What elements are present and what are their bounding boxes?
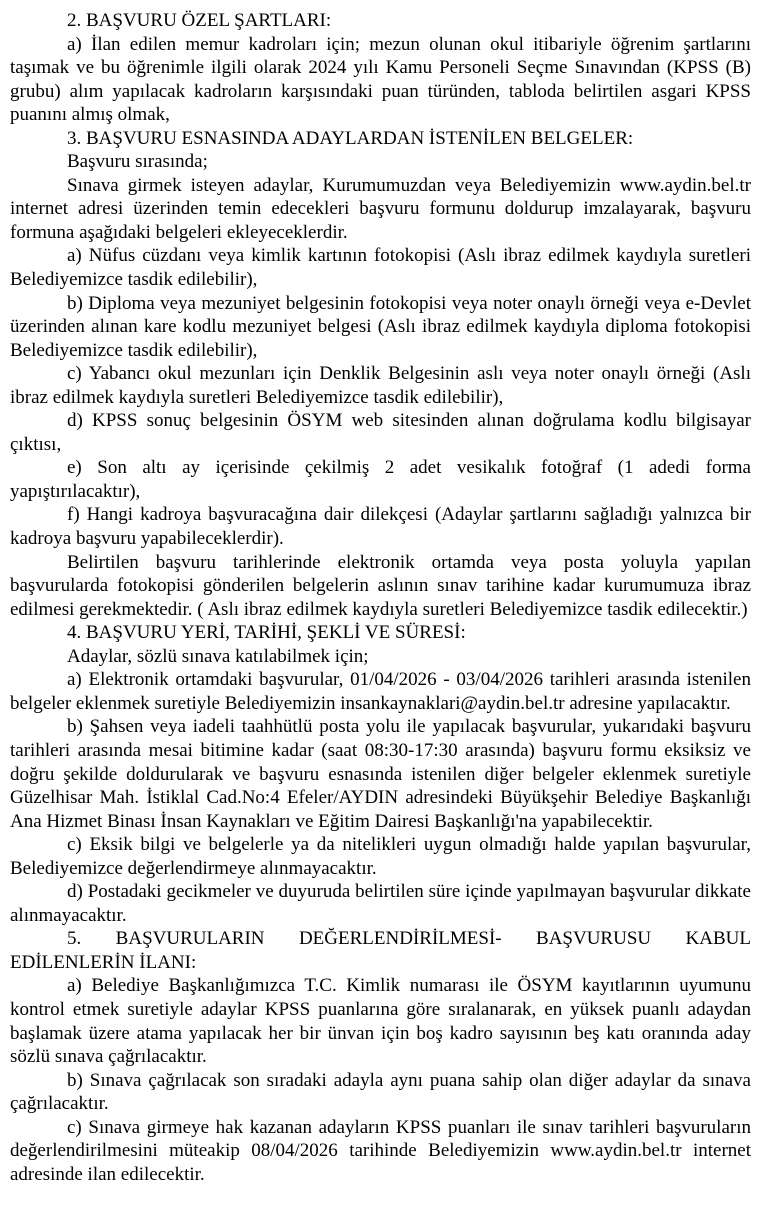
section-heading-istenilen-belgeler: 3. BAŞVURU ESNASINDA ADAYLARDAN İSTENİLEN BELGELER:	[67, 127, 634, 149]
section-heading-basvuru-ozel-sartlari: 2. BAŞVURU ÖZEL ŞARTLARI:	[67, 10, 332, 31]
paragraph-belge-d-kpss-sonuc: d) KPSS sonuç belgesinin ÖSYM web sitesinden alınan doğrulama kodlu bilgisayar çıktısı,	[10, 410, 751, 455]
paragraph-yer-d-postadaki-gecikmeler: d) Postadaki gecikmeler ve duyuruda belirtilen süre içinde yapılmayan başvurular dikkate alınmayacaktır.	[10, 881, 751, 926]
paragraph-adaylar-sozlu-sinav: Adaylar, sözlü sınava katılabilmek için;	[67, 645, 369, 667]
paragraph-degerlendirme-c-ilan: c) Sınava girmeye hak kazanan adayların KPSS puanları ile sınav tarihleri başvuruların değerlendirilmesini müteakip 08/04/2026 tarihinde Belediyemizin www.aydin.bel.tr internet adresinde ilan edilecektir.	[10, 1116, 751, 1185]
paragraph-belge-b-diploma: b) Diploma veya mezuniyet belgesinin fotokopisi veya noter onaylı örneği veya e-Devlet üzerinden alınan kare kodlu mezuniyet belgesi (Aslı ibraz edilmek kaydıyla diploma fotokopisi Belediyemizce tasdik edilebilir),	[10, 292, 751, 361]
paragraph-belge-e-fotograf: e) Son altı ay içerisinde çekilmiş 2 adet vesikalık fotoğraf (1 adedi forma yapıştırılacaktır),	[10, 457, 751, 502]
paragraph-basvuru-sirasinda: Başvuru sırasında;	[67, 151, 208, 173]
paragraph-yer-b-sahsen-posta: b) Şahsen veya iadeli taahhütlü posta yolu ile yapılacak başvurular, yukarıdaki başvuru tarihleri arasında mesai bitimine kadar (saat 08:30-17:30 arasında) başvuru formu eksiksiz ve doğru şekilde doldurularak ve başvuru esnasında istenilen diğer belgeler eklenmek suretiyle Güzelhisar Mah. İstiklal Cad.No:4 Efeler/AYDIN adresindeki Büyükşehir Belediye Başkanlığı Ana Hizmet Binası İnsan Kaynakları ve Eğitim Dairesi Başkanlığı'na yapabilecektir.	[10, 716, 751, 832]
paragraph-yer-a-elektronik: a) Elektronik ortamdaki başvurular, 01/04/2026 - 03/04/2026 tarihleri arasında istenilen belgeler eklenmek suretiyle Belediyemizin insankaynaklari@aydin.bel.tr adresine yapılacaktır.	[10, 669, 751, 714]
paragraph-belge-a-nufus: a) Nüfus cüzdanı veya kimlik kartının fotokopisi (Aslı ibraz edilmek kaydıyla suretleri Belediyemizce tasdik edilebilir),	[10, 245, 751, 291]
paragraph-basvuru-formu-intro: Sınava girmek isteyen adaylar, Kurumumuzdan veya Belediyemizin www.aydin.bel.tr internet adresi üzerinden temin edecekleri başvuru formunu doldurup imzalayarak, başvuru formuna aşağıdaki belgeleri ekleyeceklerdir.	[10, 174, 751, 243]
section-heading-degerlendirilme-ilani: 5. BAŞVURULARIN DEĞERLENDİRİLMESİ- BAŞVURUSU KABUL EDİLENLERİN İLANI:	[10, 928, 751, 973]
paragraph-belge-f-dilekce: f) Hangi kadroya başvuracağına dair dilekçesi (Adaylar şartlarını sağladığı yalnızca bir kadroya başvuru yapabileceklerdir).	[10, 504, 751, 550]
paragraph-belge-c-denklik: c) Yabancı okul mezunları için Denklik Belgesinin aslı veya noter onaylı örneği (Aslı ibraz edilmek kaydıyla suretleri Belediyemizce tasdik edilebilir),	[10, 363, 751, 408]
section-heading-basvuru-yeri-tarihi: 4. BAŞVURU YERİ, TARİHİ, ŞEKLİ VE SÜRESİ:	[67, 622, 466, 644]
paragraph-belirtilen-tarihler: Belirtilen başvuru tarihlerinde elektronik ortamda veya posta yoluyla yapılan başvurularda fotokopisi gönderilen belgelerin aslının sınav tarihine kadar kurumumuza ibraz edilmesi gerekmektedir. ( Aslı ibraz edilmek kaydıyla suretleri Belediyemizce tasdik edilecektir.)	[10, 551, 751, 620]
paragraph-ozel-sart-a: a) İlan edilen memur kadroları için; mezun olunan okul itibariyle öğrenim şartlarını taşımak ve bu öğrenimle ilgili olarak 2024 yılı Kamu Personeli Seçme Sınavından (KPSS (B) grubu) alım yapılacak kadroların karşısındaki puan türünden, tabloda belirtilen asgari KPSS puanını almış olmak,	[10, 33, 751, 126]
paragraph-yer-c-eksik-bilgi: c) Eksik bilgi ve belgelerle ya da nitelikleri uygun olmadığı halde yapılan başvurular, Belediyemizce değerlendirmeye alınmayacaktır.	[10, 834, 751, 879]
paragraph-degerlendirme-b-ayni-puan: b) Sınava çağrılacak son sıradaki adayla aynı puana sahip olan diğer adaylar da sınava çağrılacaktır.	[10, 1069, 751, 1115]
paragraph-degerlendirme-a-siralama: a) Belediye Başkanlığımızca T.C. Kimlik numarası ile ÖSYM kayıtlarının uyumunu kontrol etmek suretiyle adaylar KPSS puanlarına göre sıralanarak, en yüksek puanlı adaydan başlamak üzere atama yapılacak her bir ünvan için boş kadro sayısının beş katı oranında aday sözlü sınava çağrılacaktır.	[10, 975, 751, 1068]
